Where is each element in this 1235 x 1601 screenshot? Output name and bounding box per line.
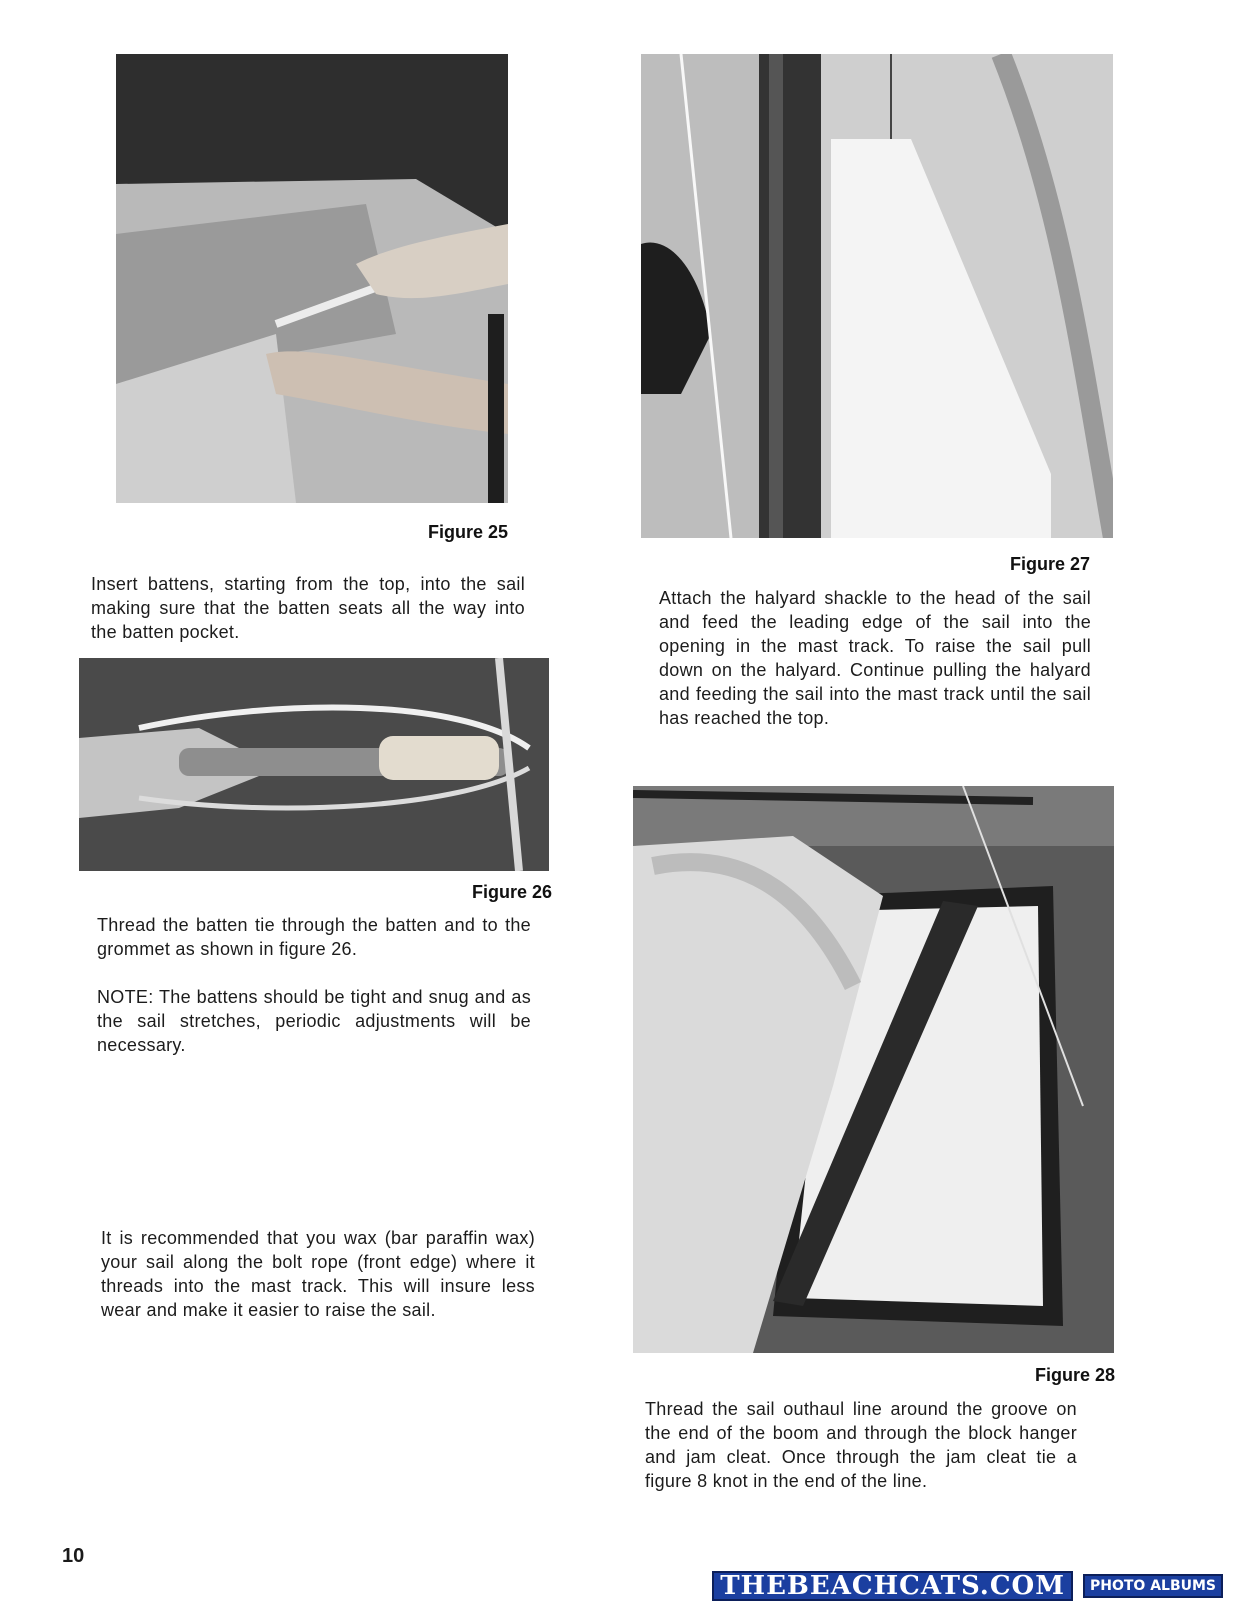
outhaul-paragraph: Thread the sail outhaul line around the groove on the end of the boom and through the block hanger and jam cleat. Once through the jam cleat tie a figure 8 knot in the end of the line.: [645, 1399, 1077, 1491]
watermark: [712, 1572, 1223, 1600]
figure-28-photo: [633, 786, 1114, 1353]
figure-25-caption: Figure 25: [427, 522, 508, 542]
watermark-site: THEBEACHCATS.COM: [712, 1571, 1073, 1601]
figure-27-photo: [641, 54, 1113, 538]
watermark-label: PHOTO ALBUMS: [1083, 1574, 1223, 1598]
note-paragraph: NOTE: The battens should be tight and snug and as the sail stretches, periodic adjustments will be necessary.: [97, 987, 531, 1055]
halyard-paragraph: Attach the halyard shackle to the head of the sail and feed the leading edge of the sail into the opening in the mast track. To raise the sail pull down on the halyard. Continue pulling the halyard and feeding the sail into the mast track until the sail has reached the top.: [659, 588, 1091, 728]
figure-26-photo: [79, 658, 549, 871]
figure-27-caption: Figure 27: [1009, 554, 1090, 574]
figure-25-photo: [116, 54, 508, 503]
battens-paragraph: Insert battens, starting from the top, into the sail making sure that the batten seats all the way into the batten pocket.: [91, 574, 525, 642]
wax-paragraph: It is recommended that you wax (bar paraffin wax) your sail along the bolt rope (front edge) where it threads into the mast track. This will insure less wear and make it easier to raise the sail.: [101, 1228, 535, 1320]
figure-26-caption: Figure 26: [471, 882, 552, 902]
figure-28-caption: Figure 28: [1034, 1365, 1115, 1385]
batten-tie-paragraph: Thread the batten tie through the batten and to the grommet as shown in figure 26.: [97, 915, 531, 959]
page-number: 10: [62, 1545, 85, 1567]
